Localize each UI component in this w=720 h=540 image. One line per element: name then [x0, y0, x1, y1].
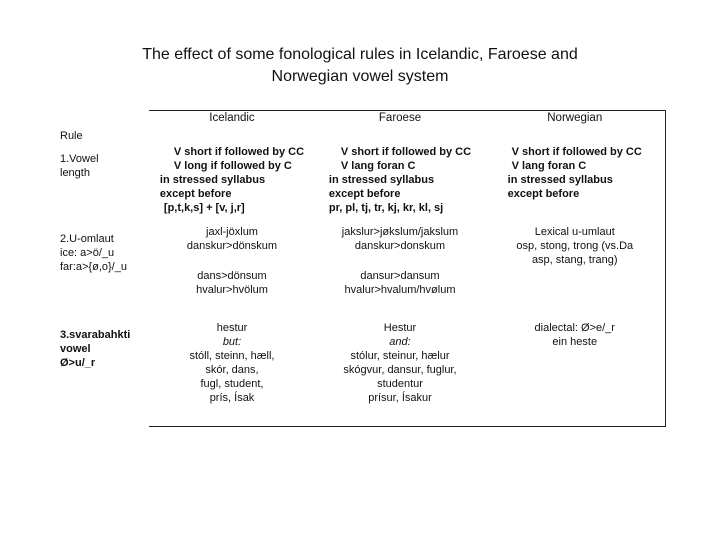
table-row [149, 145, 665, 225]
cell-svarabhakti-norwegian: dialectal: Ø>e/_r ein heste [534, 322, 615, 348]
cell-vowel-length-norwegian: V short if followed by CC V lang foran C in stressed syllabus except before [507, 146, 642, 200]
cell-svarabhakti-icelandic: hestur but: stóll, steinn, hæll, skór, dans, fugl, student, prís, Ísak [189, 322, 275, 404]
cell-u-umlaut-faroese: jakslur>jøkslum/jakslum danskur>donskum dansur>dansum hvalur>hvalum/hvølum [341, 226, 459, 296]
cell-vowel-length-faroese: V short if followed by CC V lang foran C in stressed syllabus except before pr, pl, tj, tr, kj, kr, kl, sj [328, 146, 472, 214]
rules-table [149, 110, 666, 427]
cell-u-umlaut-icelandic: jaxl-jöxlum danskur>dönskum dans>dönsum hvalur>hvölum [186, 226, 278, 296]
cell-svarabhakti-faroese: Hestur and: stólur, steinur, hælur skógvur, dansur, fuglur, studentur prísur, Ísakur [343, 322, 457, 404]
row-label-svarabhakti: 3.svarabahkti vowel Ø>u/_r [60, 329, 131, 369]
table-row [149, 225, 665, 321]
title-line-2: Norwegian vowel system [271, 68, 449, 85]
col-header-faroese: Faroese [378, 112, 422, 124]
rule-column-header: Rule [60, 130, 83, 142]
slide-title [60, 44, 660, 88]
row-label-vowel-length: 1.Vowel length [60, 153, 99, 179]
title-line-1: The effect of some fonological rules in Icelandic, Faroese and [142, 46, 578, 63]
col-header-icelandic: Icelandic [209, 112, 255, 124]
table-header-row [149, 111, 665, 146]
col-header-norwegian: Norwegian [547, 112, 603, 124]
cell-vowel-length-icelandic: V short if followed by CC V long if followed by C in stressed syllabus except before [p,t,k,s] + [v, j,r] [159, 146, 305, 214]
cell-u-umlaut-norwegian: Lexical u-umlaut osp, stong, trong (vs.Da asp, stang, trang) [516, 226, 634, 266]
table-row [149, 321, 665, 427]
row-label-u-umlaut: 2.U-omlaut ice: a>ö/_u far:a>{ø,o}/_u [60, 233, 127, 273]
